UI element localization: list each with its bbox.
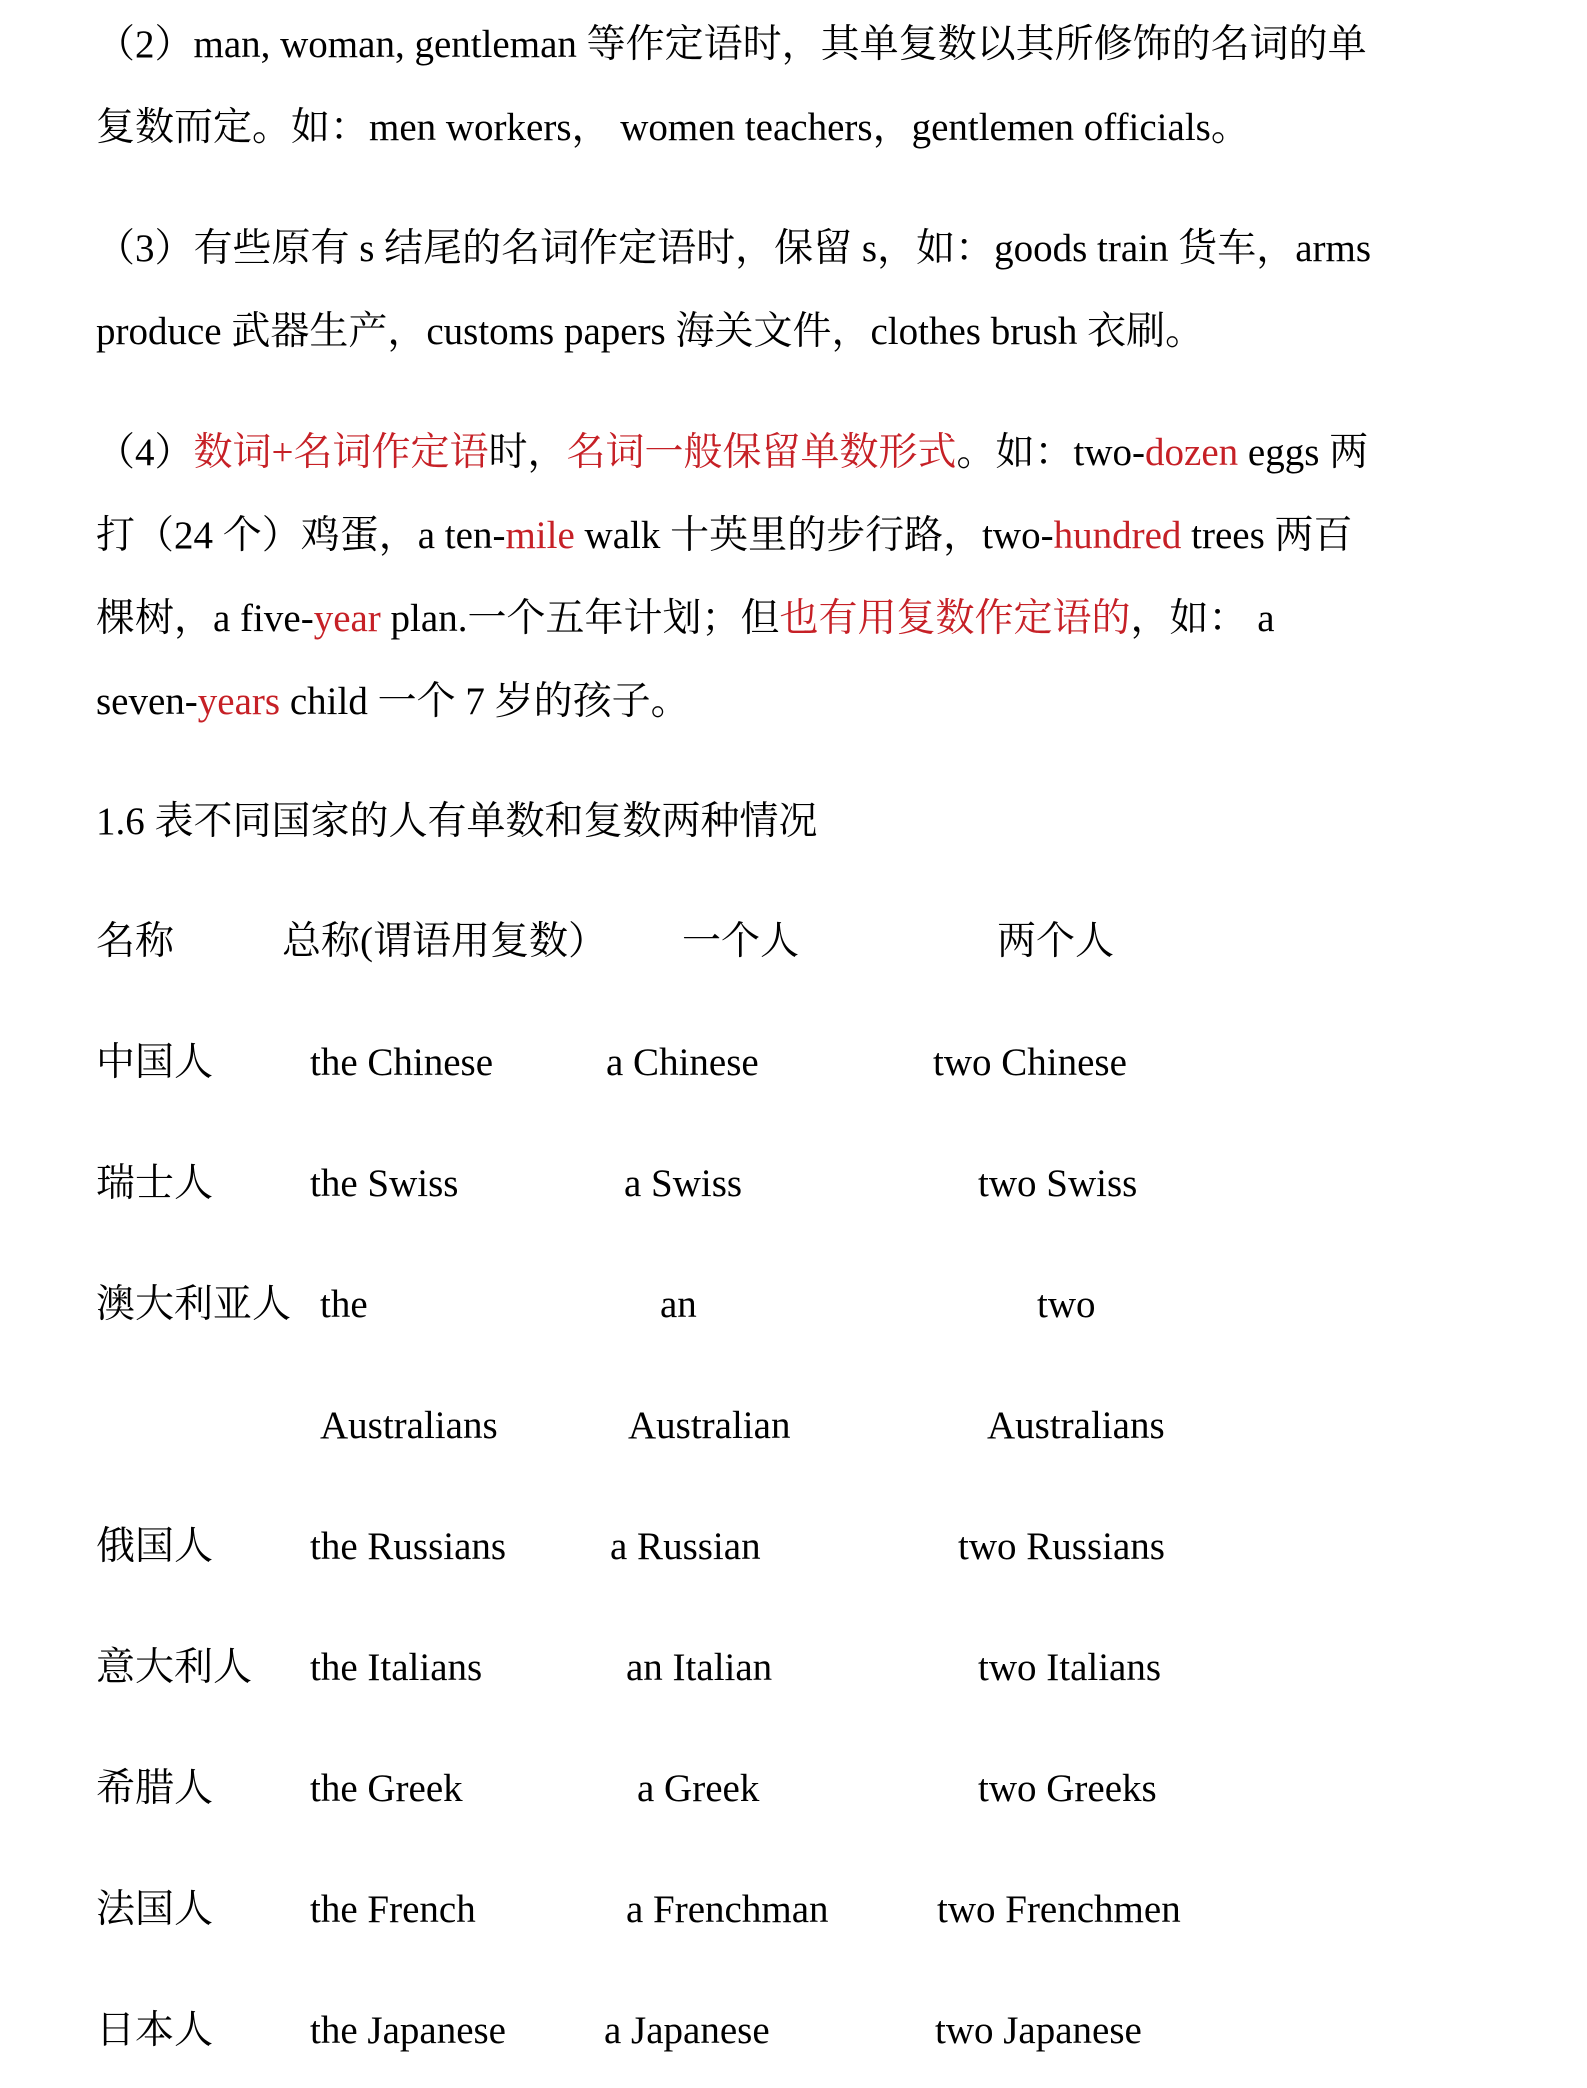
para4-line2 <box>96 511 1353 561</box>
row-one: an Italian <box>626 1646 773 1689</box>
header-one: 一个人 <box>682 920 800 963</box>
para3-line2: produce 武器生产，customs papers 海关文件，clothes brush 衣刷。 <box>96 310 1205 353</box>
para4-text: child 一个 7 岁的孩子。 <box>280 680 690 723</box>
row-one: a Japanese <box>604 2009 770 2052</box>
para4-line3 <box>96 594 1275 644</box>
row-one: a Russian <box>610 1525 761 1568</box>
row-two: two Italians <box>978 1646 1162 1689</box>
row-collective: Australians <box>320 1404 498 1447</box>
emphasis-year: year <box>313 597 381 640</box>
para4-text: seven- <box>96 680 198 723</box>
emphasis-plural-attributive: 也有用复数作定语的 <box>779 597 1131 640</box>
row-one: a Chinese <box>606 1041 759 1084</box>
row-collective: the <box>320 1283 368 1326</box>
row-name: 希腊人 <box>96 1767 214 1810</box>
row-one: an <box>660 1283 697 1326</box>
para2-line2: 复数而定。如：men workers， women teachers，gentlemen officials。 <box>96 106 1250 149</box>
row-name: 意大利人 <box>96 1646 253 1689</box>
row-collective: the Chinese <box>310 1041 494 1084</box>
section-heading: 1.6 表不同国家的人有单数和复数两种情况 <box>96 800 818 843</box>
para4-label: （4） <box>96 431 194 474</box>
emphasis-dozen: dozen <box>1145 431 1239 474</box>
row-one: Australian <box>628 1404 791 1447</box>
header-two: 两个人 <box>997 920 1115 963</box>
row-collective: the Greek <box>310 1767 463 1810</box>
emphasis-years: years <box>197 680 281 723</box>
row-name: 法国人 <box>96 1888 214 1931</box>
header-collective: 总称(谓语用复数） <box>282 920 607 963</box>
emphasis-numeral-noun: 数词+名词作定语 <box>193 431 489 474</box>
row-name: 日本人 <box>96 2009 214 2052</box>
row-collective: the French <box>310 1888 476 1931</box>
emphasis-mile: mile <box>505 514 575 557</box>
row-one: a Greek <box>637 1767 760 1810</box>
para4-line1 <box>96 428 1368 478</box>
row-two: two Russians <box>958 1525 1165 1568</box>
row-one: a Swiss <box>624 1162 743 1205</box>
row-two: two Swiss <box>978 1162 1138 1205</box>
row-name: 瑞士人 <box>96 1162 214 1205</box>
para3-line1: （3）有些原有 s 结尾的名词作定语时，保留 s，如：goods train 货车，arms <box>96 227 1372 270</box>
emphasis-hundred: hundred <box>1053 514 1182 557</box>
header-name: 名称 <box>96 920 175 963</box>
row-two: two Frenchmen <box>937 1888 1181 1931</box>
para4-text: trees 两百 <box>1181 514 1353 557</box>
row-two: Australians <box>987 1404 1165 1447</box>
row-collective: the Japanese <box>310 2009 506 2052</box>
emphasis-singular-form: 名词一般保留单数形式 <box>566 431 957 474</box>
para2-line1: （2）man, woman, gentleman 等作定语时，其单复数以其所修饰的名词的单 <box>96 23 1367 66</box>
row-collective: the Russians <box>310 1525 507 1568</box>
para4-text: 打（24 个）鸡蛋，a ten- <box>96 514 506 557</box>
row-two: two Chinese <box>933 1041 1127 1084</box>
para4-text: plan.一个五年计划；但 <box>380 597 780 640</box>
row-two: two Japanese <box>935 2009 1142 2052</box>
para4-text: walk 十英里的步行路，two- <box>574 514 1054 557</box>
para4-text: eggs 两 <box>1238 431 1369 474</box>
row-collective: the Italians <box>310 1646 483 1689</box>
row-collective: the Swiss <box>310 1162 459 1205</box>
para4-text: 时， <box>488 431 567 474</box>
row-name: 中国人 <box>96 1041 214 1084</box>
para4-line4 <box>96 677 690 727</box>
row-name: 澳大利亚人 <box>96 1283 292 1326</box>
row-two: two <box>1037 1283 1096 1326</box>
para4-text: ，如： a <box>1130 597 1275 640</box>
row-one: a Frenchman <box>626 1888 829 1931</box>
para4-text: 。如：two- <box>956 431 1146 474</box>
para4-text: 棵树，a five- <box>96 597 314 640</box>
row-two: two Greeks <box>978 1767 1157 1810</box>
row-name: 俄国人 <box>96 1525 214 1568</box>
